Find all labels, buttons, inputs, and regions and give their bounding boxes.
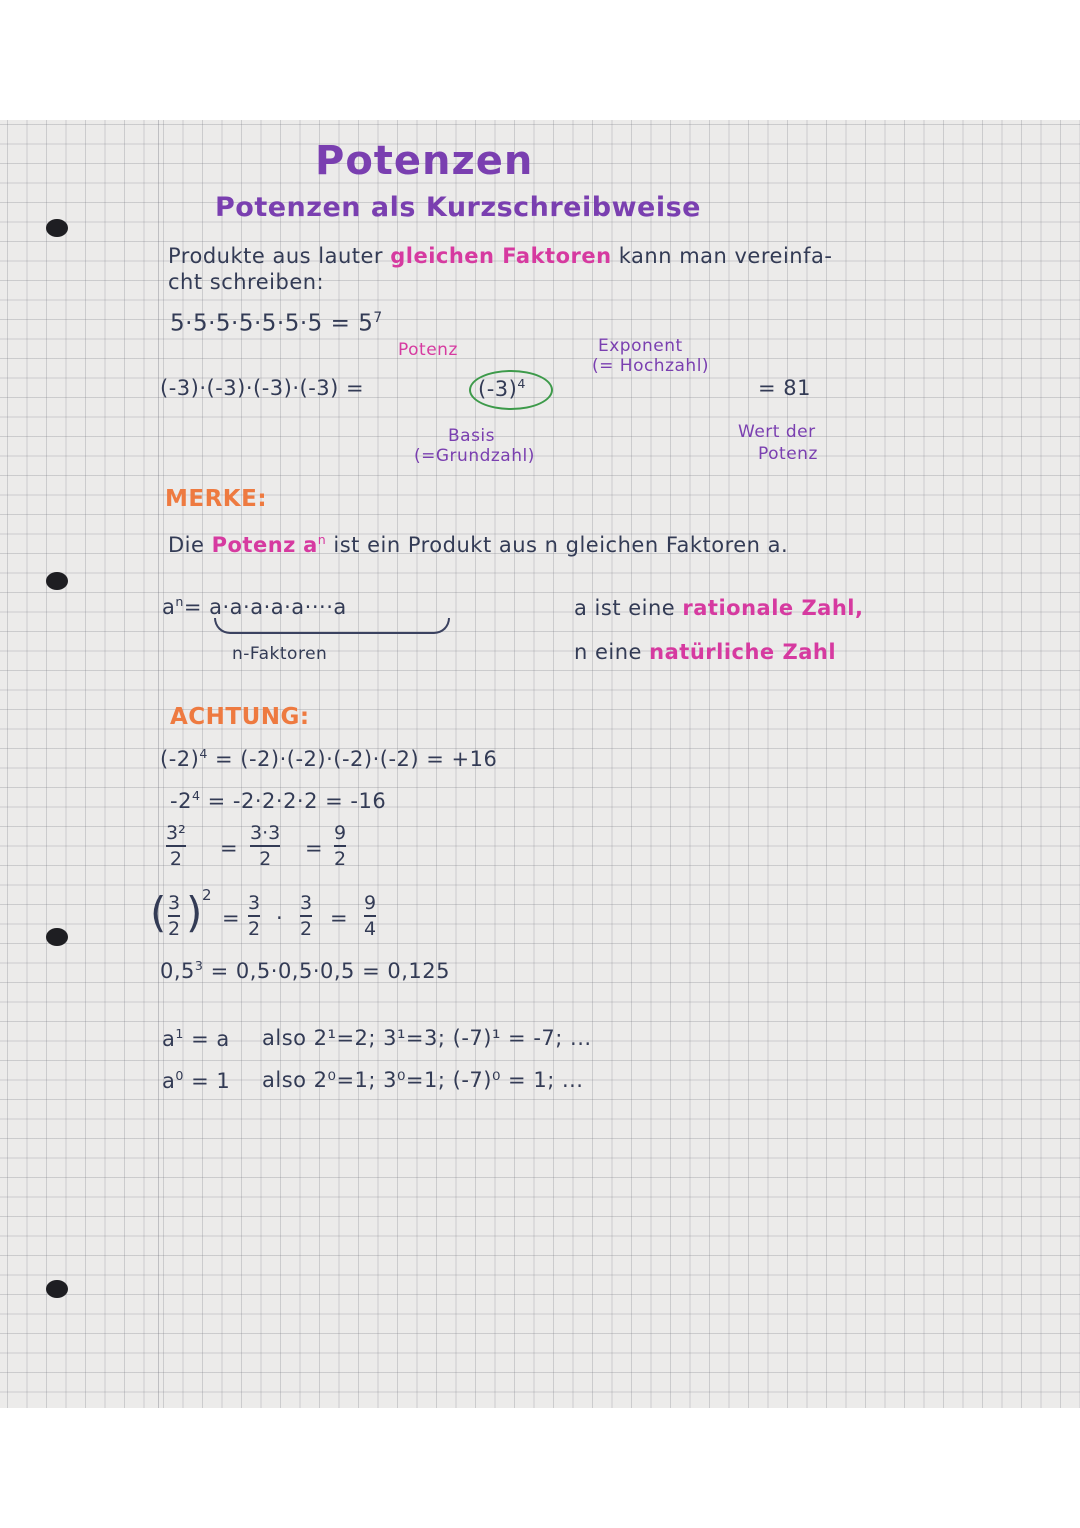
example-2-result: = 81 [758, 376, 811, 400]
rule-1-rhs: = a [183, 1027, 230, 1051]
rule-2-lhs: a [162, 1069, 176, 1093]
punch-hole [46, 219, 68, 237]
label-basis: Basis [448, 426, 496, 446]
paren-right: ) [186, 888, 203, 937]
merke-heading: MERKE: [165, 486, 268, 512]
achtung-decimal-base: 0,5 [160, 959, 195, 983]
achtung-line-2-exp: 4 [191, 788, 201, 803]
rule-2-rhs: = 1 [183, 1069, 231, 1093]
paren-left: ( [150, 888, 167, 937]
fraction-6 [364, 892, 376, 940]
achtung-line-1-rest: = (-2)·(-2)·(-2)·(-2) = +16 [207, 747, 498, 771]
fraction-2 [250, 822, 280, 870]
example-2-base: (-3) [478, 377, 518, 401]
fraction-4 [248, 892, 260, 940]
achtung-heading: ACHTUNG: [170, 704, 310, 730]
example-2-exp: 4 [517, 376, 526, 391]
page-title: Potenzen [315, 138, 534, 184]
example-2-power [478, 376, 526, 401]
label-potenz: Potenz [398, 340, 458, 360]
fraction-1-num: 3² [166, 822, 186, 844]
merke-text-2: ist ein Produkt aus n gleichen Faktoren a. [326, 533, 789, 557]
equals-1: = [220, 836, 239, 860]
page-subtitle: Potenzen als Kurzschreibweise [215, 192, 701, 223]
fraction-paren [168, 892, 180, 940]
def-exp: n [175, 594, 184, 609]
fraction-5 [300, 892, 312, 940]
fraction-5-den: 2 [300, 917, 313, 940]
paren-exp: 2 [202, 886, 213, 904]
rule-2-exp: 0 [175, 1068, 184, 1083]
fraction-4-num: 3 [248, 892, 261, 914]
intro-text-2: kann man vereinfa- [611, 244, 833, 268]
merke-n-line [574, 640, 836, 664]
fraction-paren-num: 3 [168, 892, 181, 914]
rule-1-exp: 1 [175, 1026, 184, 1041]
achtung-line-1-base: (-2) [160, 747, 200, 771]
intro-line-1 [168, 244, 832, 268]
achtung-decimal-exp: 3 [194, 958, 204, 973]
fraction-3-den: 2 [334, 847, 347, 870]
achtung-line-1 [160, 746, 497, 771]
dot: · [276, 906, 284, 930]
merke-highlight: Potenz [211, 533, 296, 557]
faktoren-label: n-Faktoren [232, 644, 328, 664]
intro-highlight: gleichen Faktoren [390, 244, 612, 268]
merke-symbol-exp: n [317, 532, 327, 547]
punch-hole [46, 572, 68, 590]
example-1-lhs: 5·5·5·5·5·5·5 = 5 [170, 310, 374, 337]
fraction-2-den: 2 [259, 847, 272, 870]
fraction-4-den: 2 [248, 917, 261, 940]
margin-line [158, 120, 159, 1408]
fraction-paren-den: 2 [168, 917, 181, 940]
achtung-line-2-rest: = -2·2·2·2 = -16 [200, 789, 387, 813]
punch-hole [46, 928, 68, 946]
merke-text-1: Die [168, 533, 212, 557]
merke-a-highlight: rationale Zahl, [682, 596, 864, 620]
label-wert: Wert der [738, 422, 816, 442]
achtung-decimal [160, 958, 450, 983]
example-1-exp: 7 [373, 310, 383, 326]
label-potenz-2: Potenz [758, 444, 818, 464]
achtung-decimal-rest: = 0,5·0,5·0,5 = 0,125 [203, 959, 450, 983]
fraction-3-num: 9 [334, 822, 347, 844]
intro-text-1: Produkte aus lauter [168, 244, 391, 268]
equals-4: = [330, 906, 349, 930]
equals-3: = [222, 906, 241, 930]
fraction-1 [166, 822, 186, 870]
fraction-1-den: 2 [169, 847, 182, 870]
example-2-lhs: (-3)·(-3)·(-3)·(-3) = [160, 376, 365, 400]
rule-1 [162, 1026, 230, 1051]
label-hochzahl: (= Hochzahl) [592, 356, 710, 376]
label-grundzahl: (=Grundzahl) [414, 446, 535, 466]
intro-line-2: cht schreiben: [168, 270, 325, 294]
fraction-6-num: 9 [364, 892, 377, 914]
fraction-6-den: 4 [364, 917, 377, 940]
merke-definition [162, 594, 347, 619]
rule-1-text: also 2¹=2; 3¹=3; (-7)¹ = -7; ... [262, 1026, 592, 1050]
merke-a-text: a ist eine [574, 596, 683, 620]
achtung-line-2-base: -2 [170, 789, 192, 813]
merke-n-text: n eine [574, 640, 650, 664]
punch-hole [46, 1280, 68, 1298]
fraction-3 [334, 822, 346, 870]
merke-line [168, 532, 788, 557]
rule-2 [162, 1068, 230, 1093]
faktoren-brace [214, 618, 450, 634]
notebook-page [0, 120, 1080, 1408]
merke-n-highlight: natürliche Zahl [649, 640, 837, 664]
merke-symbol: a [303, 533, 318, 557]
rule-1-lhs: a [162, 1027, 176, 1051]
label-exponent: Exponent [598, 336, 683, 356]
equals-2: = [305, 836, 324, 860]
fraction-2-num: 3·3 [250, 822, 281, 844]
merke-a-line [574, 596, 863, 620]
def-rhs: = a·a·a·a·a····a [183, 595, 347, 619]
rule-2-text: also 2⁰=1; 3⁰=1; (-7)⁰ = 1; ... [262, 1068, 584, 1092]
def-lhs: a [162, 595, 176, 619]
fraction-5-num: 3 [300, 892, 313, 914]
achtung-line-2 [170, 788, 386, 813]
achtung-line-1-exp: 4 [199, 746, 208, 761]
example-1 [170, 310, 383, 337]
